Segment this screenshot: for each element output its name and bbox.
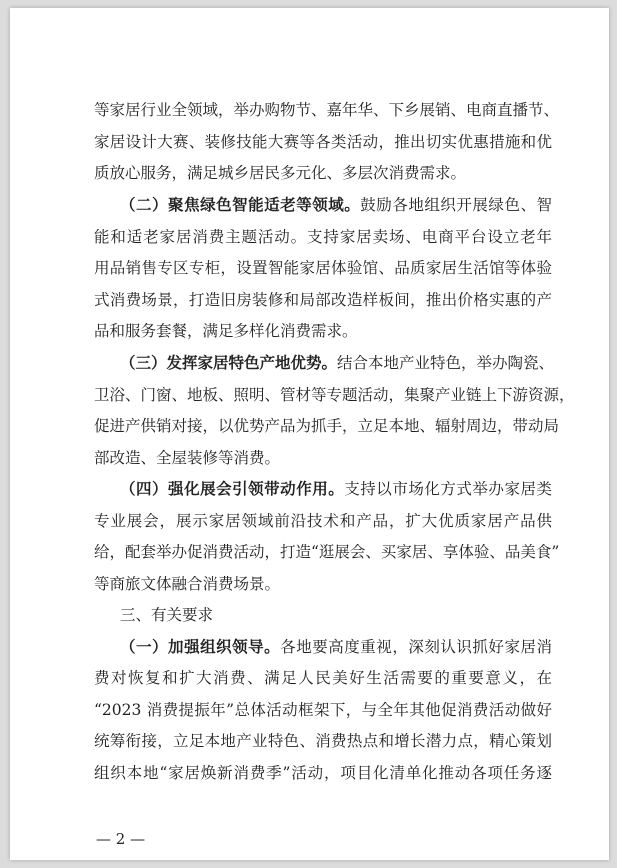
page-number: — 2 —: [96, 830, 146, 848]
text-segment: 各地要高度重视，深刻认识抓好家居消: [280, 638, 552, 656]
subsection-heading: （四）强化展会引领带动作用。: [120, 479, 345, 498]
subsection-heading: （二）聚焦绿色智能适老等领域。: [120, 195, 361, 214]
text-line: [94, 574, 552, 594]
text-segment: 结合本地产业特色，举办陶瓷、: [337, 354, 555, 372]
subsection-heading: （一）加强组织领导。: [120, 637, 281, 656]
text-line: [120, 353, 555, 373]
text-line: [94, 385, 575, 405]
text-line: [94, 448, 552, 468]
text-line: [94, 290, 552, 310]
text-line: [94, 416, 560, 436]
text-line: [94, 258, 552, 278]
text-segment: “2023 消费提振年”总体活动框架下，与全年其他促消费活动做好: [94, 701, 552, 719]
text-segment: 等家居行业全领域，举办购物节、嘉年华、下乡展销、电商直播节、: [94, 101, 560, 119]
text-segment: 家居设计大赛、装修技能大赛等各类活动，推出切实优惠措施和优: [94, 133, 552, 151]
text-segment: 用品销售专区专柜，设置智能家居体验馆、品质家居生活馆等体验: [94, 259, 552, 277]
text-segment: 组织本地“家居焕新消费季”活动，项目化清单化推动各项任务逐: [94, 764, 552, 782]
text-segment: 支持以市场化方式举办家居类: [344, 480, 552, 498]
text-line: [94, 731, 552, 751]
text-line: [94, 132, 552, 152]
text-segment: 统筹衔接，立足本地产业特色、消费热点和增长潜力点，精心策划: [94, 732, 552, 750]
text-segment: 卫浴、门窗、地板、照明、管材等专题活动，集聚产业链上下游资源，: [94, 386, 575, 404]
text-line: [120, 479, 552, 499]
text-line: [94, 511, 552, 531]
text-line: [94, 163, 552, 183]
text-line: [94, 227, 552, 247]
text-line: [120, 637, 552, 657]
text-line: [94, 542, 560, 562]
text-line: [94, 100, 560, 120]
text-segment: 促进产供销对接，以优势产品为抓手，立足本地、辐射周边，带动局: [94, 417, 560, 435]
text-segment: 费对恢复和扩大消费、满足人民美好生活需要的重要意义，在: [94, 669, 552, 687]
text-segment: 式消费场景，打造旧房装修和局部改造样板间，推出价格实惠的产: [94, 291, 552, 309]
text-line: [120, 195, 552, 215]
text-segment: 给，配套举办促消费活动，打造“逛展会、买家居、享体验、品美食”: [94, 543, 560, 561]
text-line: [94, 668, 552, 688]
subsection-heading: （三）发挥家居特色产地优势。: [120, 353, 338, 372]
section-heading: [120, 605, 552, 625]
text-segment: 能和适老家居消费主题活动。支持家居卖场、电商平台设立老年: [94, 228, 552, 246]
text-segment: 等商旅文体融合消费场景。: [94, 575, 281, 593]
text-segment: 部改造、全屋装修等消费。: [94, 449, 281, 467]
text-segment: 品和服务套餐，满足多样化消费需求。: [94, 322, 358, 340]
text-segment: 鼓励各地组织开展绿色、智: [360, 196, 552, 214]
text-line: [94, 321, 552, 341]
text-segment: 质放心服务，满足城乡居民多元化、多层次消费需求。: [94, 164, 467, 182]
text-segment: 专业展会，展示家居领域前沿技术和产品，扩大优质家居产品供: [94, 512, 552, 530]
text-segment: 三、有关要求: [120, 606, 214, 624]
text-line: [94, 763, 552, 783]
document-page: [10, 8, 609, 860]
text-line: [94, 700, 552, 720]
